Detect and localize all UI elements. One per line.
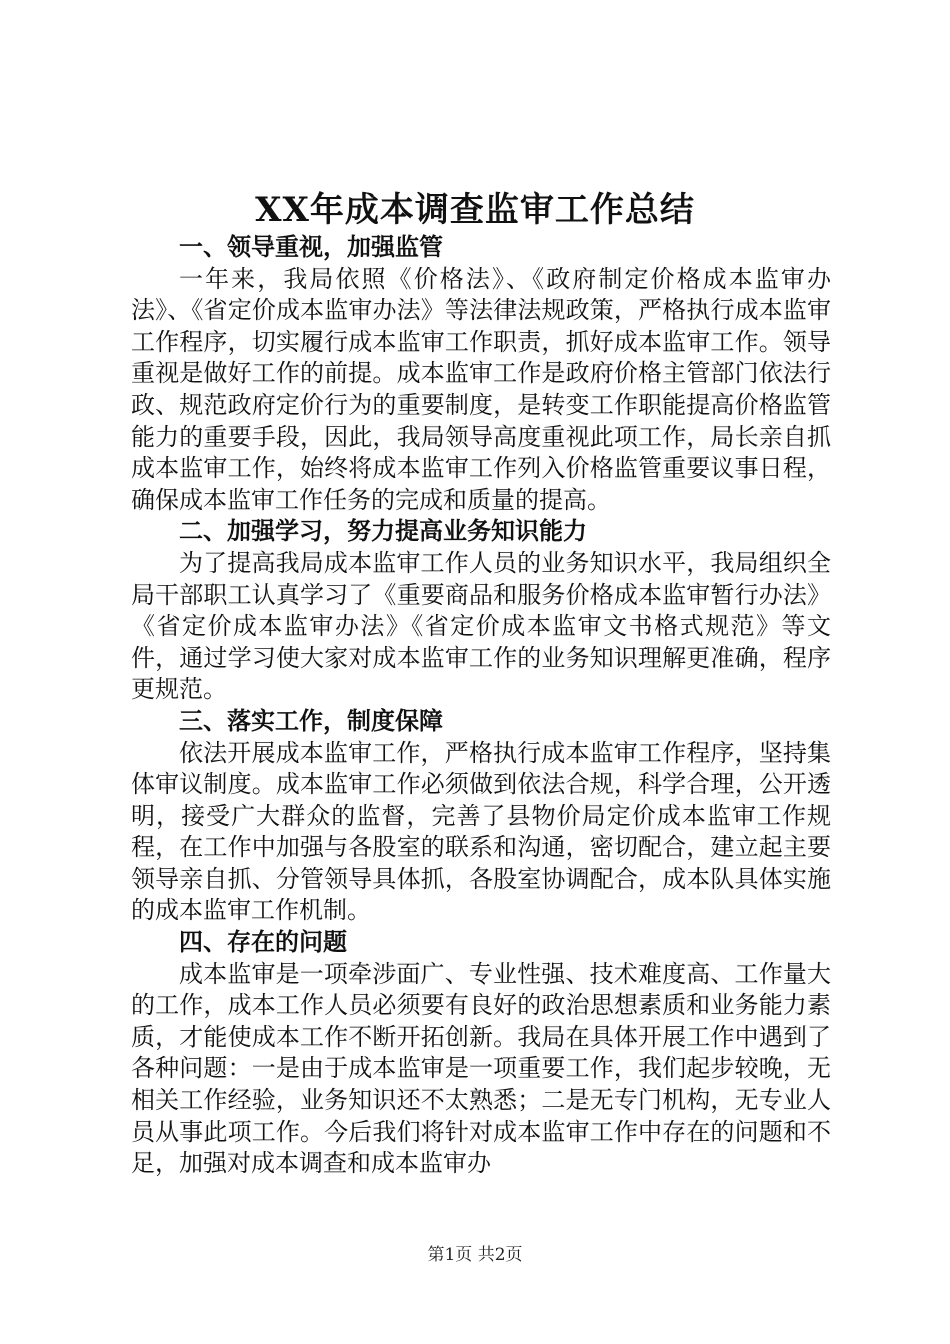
section-paragraph-2: 为了提高我局成本监审工作人员的业务知识水平，我局组织全局干部职工认真学习了《重要商品和服务价格成本监审暂行办法》《省定价成本监审办法》《省定价成本监审文书格式规范》等文件，通过学习使大家对成本监审工作的业务知识理解更准确，程序更规范。 bbox=[131, 548, 831, 704]
section-heading-4: 四、存在的问题 bbox=[179, 928, 347, 957]
section-heading-2: 二、加强学习，努力提高业务知识能力 bbox=[179, 517, 587, 546]
document-title: XX年成本调查监审工作总结 bbox=[255, 190, 695, 230]
section-paragraph-3: 依法开展成本监审工作，严格执行成本监审工作程序，坚持集体审议制度。成本监审工作必须做到依法合规，科学合理，公开透明，接受广大群众的监督，完善了县物价局定价成本监审工作规程，在工作中加强与各股室的联系和沟通，密切配合，建立起主要领导亲自抓、分管领导具体抓，各股室协调配合，成本队具体实施的成本监审工作机制。 bbox=[131, 738, 831, 925]
section-paragraph-1: 一年来，我局依照《价格法》、《政府制定价格成本监审办法》、《省定价成本监审办法》等法律法规政策，严格执行成本监审工作程序，切实履行成本监审工作职责，抓好成本监审工作。领导重视是做好工作的前提。成本监审工作是政府价格主管部门依法行政、规范政府定价行为的重要制度，是转变工作职能提高价格监管能力的重要手段，因此，我局领导高度重视此项工作，局长亲自抓成本监审工作，始终将成本监审工作列入价格监管重要议事日程，确保成本监审工作任务的完成和质量的提高。 bbox=[131, 264, 831, 514]
document-body bbox=[131, 232, 831, 1180]
section-paragraph-4: 成本监审是一项牵涉面广、专业性强、技术难度高、工作量大的工作，成本工作人员必须要有良好的政治思想素质和业务能力素质，才能使成本工作不断开拓创新。我局在具体开展工作中遇到了各种问题：一是由于成本监审是一项重要工作，我们起步较晚，无相关工作经验，业务知识还不太熟悉；二是无专门机构，无专业人员从事此项工作。今后我们将针对成本监审工作中存在的问题和不足，加强对成本调查和成本监审办 bbox=[131, 959, 831, 1178]
section-heading-1: 一、领导重视，加强监管 bbox=[179, 233, 443, 261]
section-heading-3: 三、落实工作，制度保障 bbox=[179, 706, 443, 735]
page-number-footer: 第1页 共2页 bbox=[427, 1245, 523, 1265]
